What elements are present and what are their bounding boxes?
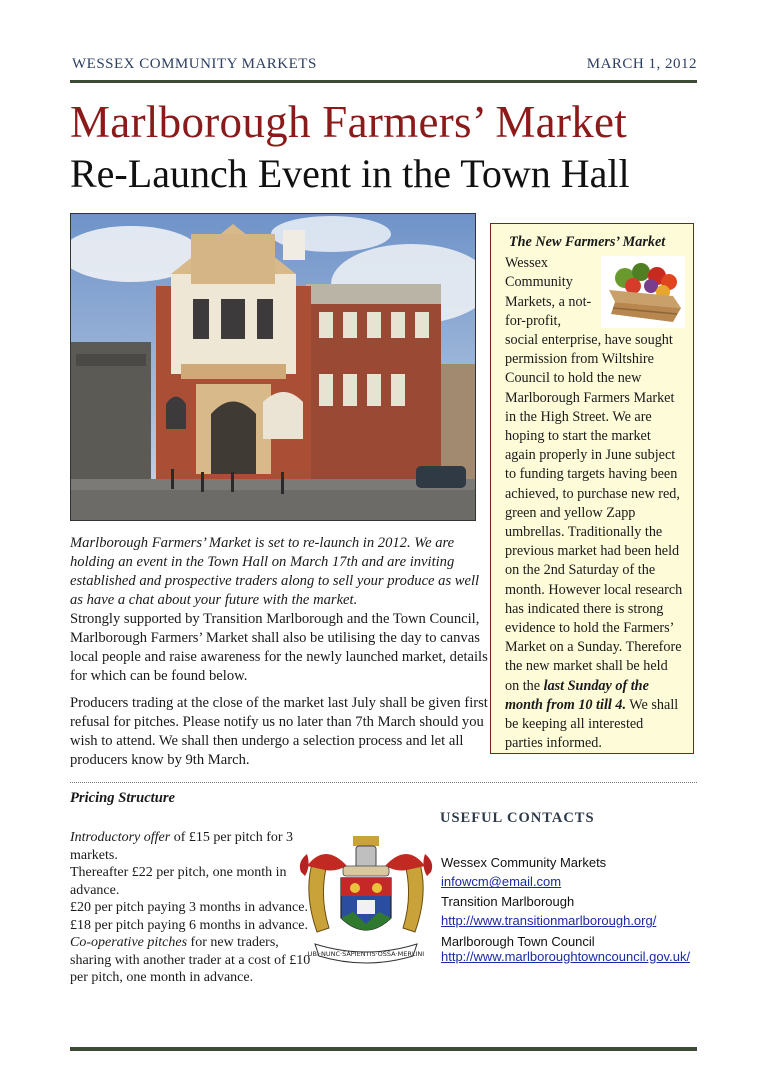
- pricing-coop-text: for new traders, sharing with another trader at a cost of £10 per pitch, one month in advance.: [70, 935, 311, 985]
- new-market-sidebar: [490, 223, 694, 754]
- sidebar-body-tail: We shall be keeping all interested parties informed.: [505, 696, 679, 752]
- sidebar-heading: The New Farmers’ Market: [509, 234, 666, 250]
- contact-name: Wessex Community Markets: [441, 855, 607, 870]
- pricing-item-thereafter: Thereafter £22 per pitch, one month in advance.: [70, 865, 287, 898]
- contact-email-link[interactable]: infowcm@email.com: [441, 874, 562, 890]
- contact-website-link[interactable]: http://www.transitionmarlborough.org/: [441, 913, 657, 929]
- contact-name: Transition Marlborough: [441, 893, 575, 909]
- crest-motto: UBI·NUNC·SAPIENTIS·OSSA·MERLINI: [307, 950, 425, 958]
- contact-website-link[interactable]: http://www.marlboroughtowncouncil.gov.uk/: [441, 948, 691, 964]
- pricing-item-3-months: £20 per pitch paying 3 months in advance.: [70, 900, 308, 915]
- pricing-intro-text: of £15 per pitch for 3 markets.: [70, 830, 294, 863]
- page-subtitle: Re-Launch Event in the Town Hall: [70, 151, 630, 196]
- contacts-list: [441, 853, 690, 965]
- pricing-heading: Pricing Structure: [70, 790, 176, 806]
- sidebar-body-text: Wessex Community Markets, a not-for-profit, social enterprise, have sought permission from Wiltshire Council to hold the new Marlborough Farmers Market in the High Street. We are hoping to start the market again properly in June subject to funding targets having been achieved, to purchase new red, green and yellow Zapp umbrellas. Traditionally the previous market had been held on the 2nd Saturday of the month. However local research has indicated there is strong evidence to hold the Farmers’ Market on a Sunday. Therefore the new market shall be held on the: [505, 255, 683, 694]
- intro-italic-text: Marlborough Farmers’ Market is set to re-launch in 2012. We are holding an event in the Town Hall on March 17th and are inviting established and prospective traders along to sell your produce as well as have a chat about your future with the market.: [70, 535, 480, 608]
- contacts-heading: USEFUL CONTACTS: [440, 810, 595, 826]
- page-title: Marlborough Farmers’ Market: [70, 97, 628, 147]
- town-hall-photo: [70, 213, 476, 521]
- intro-section: [70, 534, 488, 770]
- contact-name: Marlborough Town Council: [441, 933, 595, 949]
- bottom-rule: [70, 1047, 697, 1051]
- pricing-intro-label: Introductory offer: [70, 830, 171, 845]
- section-divider: [70, 782, 697, 783]
- vegetable-crate-icon: [601, 256, 685, 328]
- sidebar-body: [505, 254, 683, 753]
- pricing-item-cooperative: [70, 934, 320, 987]
- coat-of-arms-icon: [295, 832, 437, 972]
- pricing-list: [70, 829, 320, 987]
- top-rule: [70, 80, 697, 83]
- pricing-item-intro: [70, 829, 320, 864]
- intro-paragraph-1: Strongly supported by Transition Marlborough and the Town Council, Marlborough Farmers’ Market shall also be utilising the day to canvas local people and raise awareness for the newly launched market, details for which can be found below.: [70, 611, 488, 684]
- newsletter-date: MARCH 1, 2012: [586, 56, 697, 72]
- intro-paragraph-2: Producers trading at the close of the market last July shall be given first refusal for pitches. Please notify us no later than 7th March should you wish to attend. We shall then undergo a selection process and let all producers know by 9th March.: [70, 695, 488, 768]
- pricing-item-6-months: £18 per pitch paying 6 months in advance.: [70, 917, 308, 933]
- pricing-coop-label: Co-operative pitches: [70, 935, 188, 950]
- sidebar-market-time: last Sunday of the month from 10 till 4.: [505, 677, 649, 713]
- newsletter-publisher: WESSEX COMMUNITY MARKETS: [72, 56, 317, 72]
